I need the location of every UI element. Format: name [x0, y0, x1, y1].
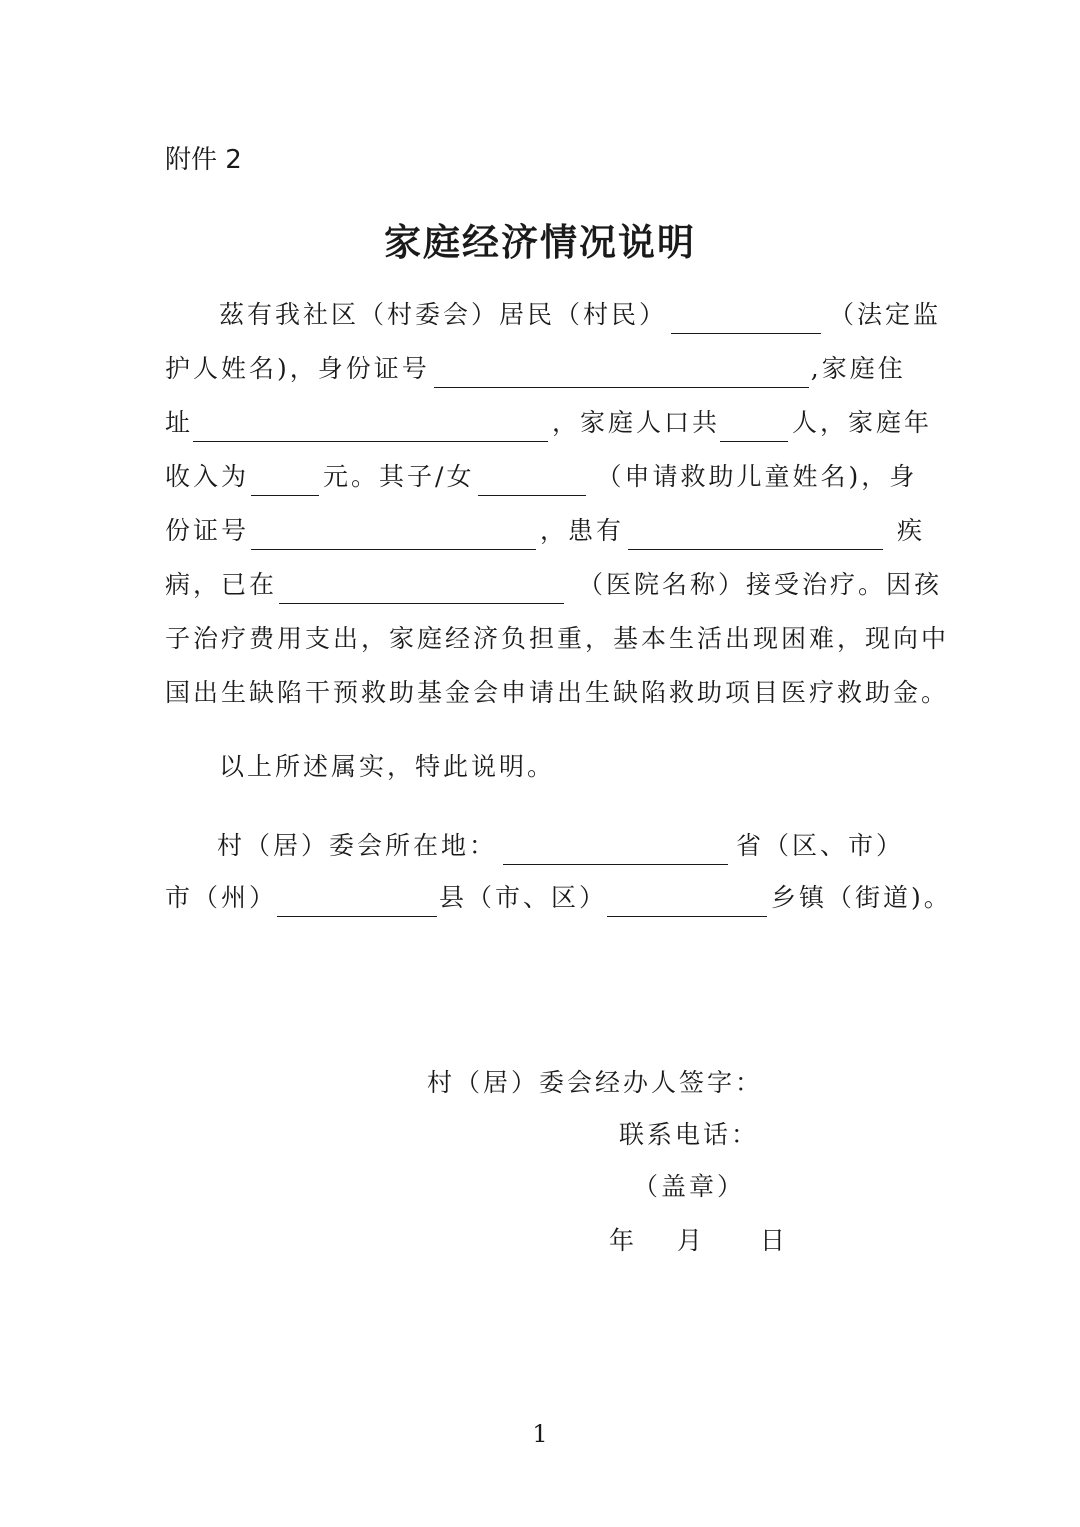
text-segment: 市（州）: [165, 883, 278, 912]
paragraph-line-7: [165, 607, 950, 660]
phone-label: 联系电话：: [619, 1120, 760, 1149]
text-segment: （申请救助儿童姓名)，身: [596, 462, 918, 491]
text-segment: （医院名称）接受治疗。因孩: [578, 570, 943, 599]
page-title: 家庭经济情况说明: [384, 220, 696, 264]
hospital-name-blank[interactable]: [279, 569, 564, 604]
paragraph-line-4: [165, 445, 918, 498]
text-segment: （法定监: [829, 300, 942, 329]
text-segment: 乡镇（街道)。: [771, 883, 952, 912]
signer-label: 村（居）委会经办人签字：: [427, 1068, 764, 1097]
province-blank[interactable]: [503, 830, 728, 865]
text-segment: 国出生缺陷干预救助基金会申请出生缺陷救助项目医疗救助金。: [165, 678, 950, 707]
paragraph-line-1: [165, 283, 942, 336]
paragraph-line-8: [165, 661, 950, 714]
guardian-name-blank[interactable]: [671, 299, 821, 334]
text-segment: 疾: [897, 516, 926, 545]
address-blank[interactable]: [193, 407, 548, 442]
city-blank[interactable]: [277, 882, 437, 917]
family-size-blank[interactable]: [720, 407, 788, 442]
annual-income-blank[interactable]: [251, 461, 319, 496]
text-segment: ,家庭住: [810, 354, 906, 383]
text-segment: 护人姓名)，身份证号: [165, 354, 430, 383]
text-segment: 省（区、市）: [736, 831, 905, 860]
text-segment: 村（居）委会所在地：: [217, 831, 498, 860]
statement-line: [165, 735, 915, 788]
child-name-blank[interactable]: [478, 461, 586, 496]
text-segment: 元。其子/女: [323, 462, 475, 491]
disease-blank[interactable]: [628, 515, 883, 550]
day-label: 日: [760, 1226, 789, 1255]
text-segment: 份证号: [165, 516, 250, 545]
location-line-1: [165, 814, 915, 867]
text-segment: 址: [165, 408, 194, 437]
text-segment: ，家庭人口共: [552, 408, 721, 437]
county-blank[interactable]: [607, 882, 767, 917]
text-segment: 茲有我社区（村委会）居民（村民）: [219, 300, 668, 329]
year-label: 年: [609, 1226, 638, 1255]
id-number-blank[interactable]: [434, 353, 809, 388]
paragraph-line-6: [165, 553, 943, 606]
text-segment: 以上所述属实，特此说明。: [219, 752, 556, 781]
text-segment: ，患有: [540, 516, 625, 545]
text-segment: 县（市、区）: [439, 883, 608, 912]
text-segment: 收入为: [165, 462, 250, 491]
location-line-2: [165, 866, 952, 919]
child-id-number-blank[interactable]: [251, 515, 536, 550]
attachment-label: 附件 2: [165, 145, 242, 175]
text-segment: 人，家庭年: [792, 408, 933, 437]
text-segment: 子治疗费用支出，家庭经济负担重，基本生活出现困难，现向中: [165, 624, 950, 653]
paragraph-line-2: [165, 337, 915, 390]
seal-label: （盖章）: [633, 1172, 746, 1201]
month-label: 月: [677, 1226, 706, 1255]
page-number: 1: [532, 1420, 548, 1448]
text-segment: 病，已在: [165, 570, 278, 599]
paragraph-line-5: [165, 499, 926, 552]
paragraph-line-3: [165, 391, 933, 444]
